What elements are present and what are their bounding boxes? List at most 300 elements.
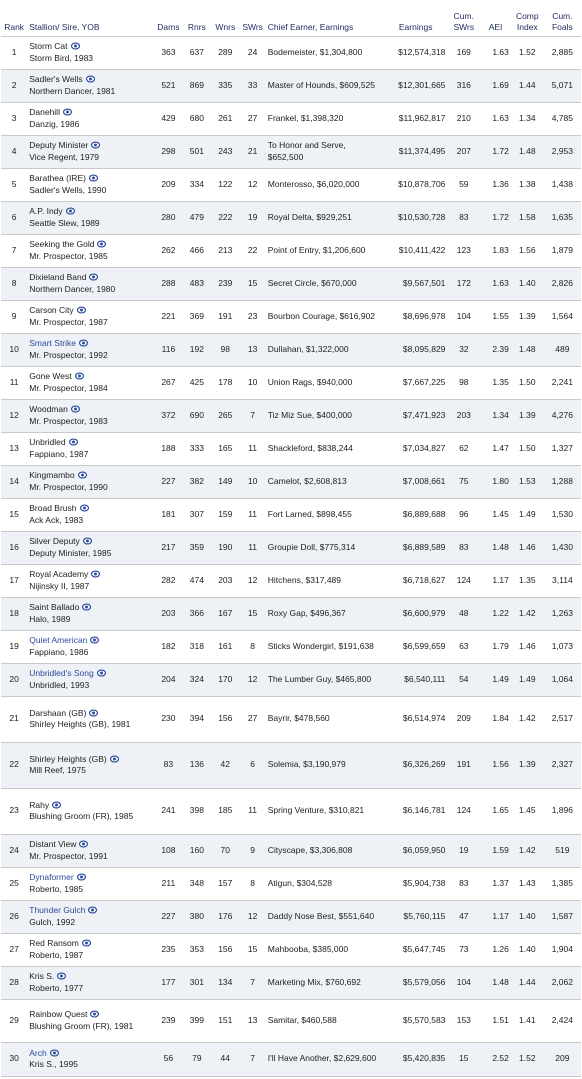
cum-foals-cell: 2,953 — [544, 135, 581, 168]
table-row — [1, 36, 581, 69]
rank-cell: 18 — [1, 597, 27, 630]
wnrs-cell: 203 — [211, 564, 239, 597]
cum-foals-cell: 2,062 — [544, 966, 581, 999]
header-dams: Dams — [157, 21, 180, 32]
rnrs-cell: 307 — [183, 498, 211, 531]
sire-yob: Blushing Groom (FR), 1981 — [29, 1020, 134, 1031]
earnings-cell: $10,411,422 — [384, 234, 447, 267]
stallion-cell — [27, 300, 154, 333]
cum-swrs-cell: 32 — [447, 333, 480, 366]
view-icon[interactable] — [89, 174, 98, 182]
dams-cell: 230 — [154, 696, 182, 742]
stallion-name: Shirley Heights (GB) — [29, 753, 107, 764]
stallion-name: Saint Ballado — [29, 602, 80, 612]
header-comp-line2: Index — [516, 21, 538, 32]
view-icon[interactable] — [91, 141, 100, 149]
sire-yob: Halo, 1989 — [29, 613, 71, 624]
swrs-cell: 12 — [240, 168, 266, 201]
earnings-cell: $5,647,745 — [384, 933, 447, 966]
wnrs-cell: 42 — [211, 742, 239, 788]
view-icon[interactable] — [89, 709, 98, 717]
wnrs-cell: 156 — [211, 933, 239, 966]
stallion-link[interactable]: Thunder Gulch — [29, 905, 86, 915]
dams-cell: 239 — [154, 999, 182, 1042]
stallion-cell — [27, 696, 154, 742]
view-icon[interactable] — [77, 873, 86, 881]
chief-earner-cell: Roxy Gap, $496,367 — [266, 597, 384, 630]
rank-cell: 28 — [1, 966, 27, 999]
wnrs-cell: 122 — [211, 168, 239, 201]
earnings-cell: $5,570,583 — [384, 999, 447, 1042]
comp-index-cell: 1.42 — [511, 597, 544, 630]
view-icon[interactable] — [88, 906, 97, 914]
stallion-cell — [27, 333, 154, 366]
rnrs-cell: 474 — [183, 564, 211, 597]
rank-cell: 29 — [1, 999, 27, 1042]
dams-cell: 267 — [154, 366, 182, 399]
rank-cell: 24 — [1, 834, 27, 867]
sire-rankings-table — [1, 0, 581, 1077]
sire-yob: Blushing Groom (FR), 1985 — [29, 811, 134, 821]
wnrs-cell: 176 — [211, 900, 239, 933]
comp-index-cell: 1.58 — [511, 201, 544, 234]
stallion-name: Broad Brush — [29, 503, 77, 513]
swrs-cell: 24 — [240, 36, 266, 69]
view-icon[interactable] — [110, 755, 119, 763]
aei-cell: 1.34 — [480, 399, 511, 432]
rnrs-cell: 136 — [183, 742, 211, 788]
comp-index-cell: 1.49 — [511, 498, 544, 531]
cum-foals-cell: 1,263 — [544, 597, 581, 630]
aei-cell: 1.79 — [480, 630, 511, 663]
table-row — [1, 366, 581, 399]
view-icon[interactable] — [63, 108, 72, 116]
earnings-cell: $6,718,627 — [384, 564, 447, 597]
earnings-cell: $5,420,835 — [384, 1042, 447, 1076]
table-row — [1, 432, 581, 465]
cum-foals-cell: 1,327 — [544, 432, 581, 465]
header-cum-swrs-line1: Cum. — [453, 10, 474, 21]
swrs-cell: 6 — [240, 742, 266, 788]
swrs-cell: 13 — [240, 333, 266, 366]
aei-cell: 1.47 — [480, 432, 511, 465]
view-icon[interactable] — [71, 42, 80, 50]
earnings-cell: $7,667,225 — [384, 366, 447, 399]
cum-swrs-cell: 210 — [447, 102, 480, 135]
cum-foals-cell: 1,288 — [544, 465, 581, 498]
view-icon[interactable] — [80, 504, 89, 512]
swrs-cell: 7 — [240, 966, 266, 999]
header-rank: Rank — [4, 21, 25, 32]
comp-index-cell: 1.56 — [511, 234, 544, 267]
aei-cell: 1.51 — [480, 999, 511, 1042]
rnrs-cell: 366 — [183, 597, 211, 630]
rank-cell: 27 — [1, 933, 27, 966]
stallion-cell — [27, 69, 154, 102]
stallion-link[interactable]: Smart Strike — [29, 338, 77, 348]
stallion-link[interactable]: Dynaformer — [29, 872, 74, 882]
cum-foals-cell: 1,064 — [544, 663, 581, 696]
comp-index-cell: 1.52 — [511, 36, 544, 69]
header-rnrs: Rnrs — [187, 21, 206, 32]
sire-yob: Ack Ack, 1983 — [29, 514, 84, 525]
view-icon[interactable] — [69, 438, 78, 446]
comp-index-cell: 1.39 — [511, 300, 544, 333]
aei-cell: 1.56 — [480, 742, 511, 788]
swrs-cell: 12 — [240, 900, 266, 933]
cum-foals-cell: 519 — [544, 834, 581, 867]
chief-earner-cell: I'll Have Another, $2,629,600 — [266, 1042, 384, 1076]
cum-swrs-cell: 48 — [447, 597, 480, 630]
header-swrs: SWrs — [242, 21, 263, 32]
aei-cell: 1.17 — [480, 900, 511, 933]
stallion-cell — [27, 267, 154, 300]
table-row — [1, 399, 581, 432]
stallion-cell — [27, 742, 154, 788]
table-row — [1, 135, 581, 168]
swrs-cell: 7 — [240, 399, 266, 432]
rnrs-cell: 382 — [183, 465, 211, 498]
earnings-cell: $6,599,659 — [384, 630, 447, 663]
cum-foals-cell: 2,424 — [544, 999, 581, 1042]
chief-earner-cell: Point of Entry, $1,206,600 — [266, 234, 384, 267]
stallion-name: Barathea (IRE) — [29, 173, 86, 183]
earnings-cell: $10,878,706 — [384, 168, 447, 201]
stallion-name: Kingmambo — [29, 470, 75, 480]
chief-earner-cell: Frankel, $1,398,320 — [266, 102, 384, 135]
chief-earner-cell: Samitar, $460,588 — [266, 999, 384, 1042]
rnrs-cell: 398 — [183, 788, 211, 834]
comp-index-cell: 1.48 — [511, 333, 544, 366]
rnrs-cell: 394 — [183, 696, 211, 742]
dams-cell: 209 — [154, 168, 182, 201]
swrs-cell: 21 — [240, 135, 266, 168]
stallion-cell — [27, 366, 154, 399]
rank-cell: 6 — [1, 201, 27, 234]
earnings-cell: $6,540,111 — [384, 663, 447, 696]
rnrs-cell: 869 — [183, 69, 211, 102]
header-chief-earner: Chief Earner, Earnings — [267, 21, 354, 32]
rank-cell: 13 — [1, 432, 27, 465]
wnrs-cell: 213 — [211, 234, 239, 267]
chief-earner-cell: Mahbooba, $385,000 — [266, 933, 384, 966]
cum-foals-cell: 1,430 — [544, 531, 581, 564]
rnrs-cell: 301 — [183, 966, 211, 999]
rnrs-cell: 637 — [183, 36, 211, 69]
wnrs-cell: 159 — [211, 498, 239, 531]
view-icon[interactable] — [89, 273, 98, 281]
rank-cell: 1 — [1, 36, 27, 69]
dams-cell: 203 — [154, 597, 182, 630]
aei-cell: 1.69 — [480, 69, 511, 102]
dams-cell: 56 — [154, 1042, 182, 1076]
aei-cell: 1.63 — [480, 36, 511, 69]
view-icon[interactable] — [77, 306, 86, 314]
cum-swrs-cell: 153 — [447, 999, 480, 1042]
table-row — [1, 300, 581, 333]
aei-cell: 1.37 — [480, 867, 511, 900]
header-cum-swrs-line2: SWrs — [453, 21, 475, 32]
cum-swrs-cell: 15 — [447, 1042, 480, 1076]
comp-index-cell: 1.49 — [511, 663, 544, 696]
rnrs-cell: 324 — [183, 663, 211, 696]
comp-index-cell: 1.34 — [511, 102, 544, 135]
sire-yob: Fappiano, 1986 — [29, 646, 89, 657]
table-row — [1, 465, 581, 498]
dams-cell: 521 — [154, 69, 182, 102]
stallion-name: Dixieland Band — [29, 272, 87, 282]
cum-swrs-cell: 203 — [447, 399, 480, 432]
stallion-cell — [27, 432, 154, 465]
rank-cell: 2 — [1, 69, 27, 102]
cum-foals-cell: 2,885 — [544, 36, 581, 69]
aei-cell: 1.45 — [480, 498, 511, 531]
earnings-cell: $6,889,589 — [384, 531, 447, 564]
stallion-name: Sadler's Wells — [29, 74, 83, 84]
chief-earner-cell: To Honor and Serve, $652,500 — [266, 135, 384, 168]
rank-cell: 7 — [1, 234, 27, 267]
chief-earner-cell: Atigun, $304,528 — [266, 867, 384, 900]
aei-cell: 1.63 — [480, 102, 511, 135]
swrs-cell: 15 — [240, 597, 266, 630]
stallion-name: Royal Academy — [29, 569, 89, 579]
header-cum-foals — [544, 0, 581, 36]
aei-cell: 1.35 — [480, 366, 511, 399]
cum-swrs-cell: 83 — [447, 201, 480, 234]
cum-swrs-cell: 73 — [447, 933, 480, 966]
view-icon[interactable] — [75, 372, 84, 380]
swrs-cell: 13 — [240, 999, 266, 1042]
table-row — [1, 201, 581, 234]
wnrs-cell: 191 — [211, 300, 239, 333]
view-icon[interactable] — [79, 840, 88, 848]
stallion-cell — [27, 867, 154, 900]
aei-cell: 2.39 — [480, 333, 511, 366]
chief-earner-cell: Bourbon Courage, $616,902 — [266, 300, 384, 333]
cum-foals-cell: 1,879 — [544, 234, 581, 267]
stallion-link[interactable]: Quiet American — [29, 635, 88, 645]
cum-swrs-cell: 191 — [447, 742, 480, 788]
table-row — [1, 267, 581, 300]
swrs-cell: 9 — [240, 834, 266, 867]
cum-foals-cell: 2,327 — [544, 742, 581, 788]
stallion-cell — [27, 900, 154, 933]
swrs-cell: 10 — [240, 366, 266, 399]
wnrs-cell: 239 — [211, 267, 239, 300]
stallion-name: Silver Deputy — [29, 536, 80, 546]
sire-yob: Nijinsky II, 1987 — [29, 580, 90, 591]
comp-index-cell: 1.40 — [511, 933, 544, 966]
view-icon[interactable] — [50, 1049, 59, 1057]
view-icon[interactable] — [90, 1010, 99, 1018]
header-stallion: Stallion/ Sire, YOB — [29, 21, 100, 32]
view-icon[interactable] — [71, 405, 80, 413]
cum-swrs-cell: 54 — [447, 663, 480, 696]
view-icon[interactable] — [52, 801, 61, 809]
sire-yob: Danzig, 1986 — [29, 118, 80, 129]
aei-cell: 1.36 — [480, 168, 511, 201]
cum-foals-cell: 5,071 — [544, 69, 581, 102]
view-icon[interactable] — [82, 603, 91, 611]
rnrs-cell: 380 — [183, 900, 211, 933]
view-icon[interactable] — [97, 240, 106, 248]
table-row — [1, 900, 581, 933]
earnings-cell: $6,600,979 — [384, 597, 447, 630]
sire-yob: Unbridled, 1993 — [29, 679, 90, 690]
earnings-cell: $11,962,817 — [384, 102, 447, 135]
rnrs-cell: 192 — [183, 333, 211, 366]
wnrs-cell: 222 — [211, 201, 239, 234]
cum-swrs-cell: 75 — [447, 465, 480, 498]
sire-yob: Sadler's Wells, 1990 — [29, 184, 107, 195]
table-row — [1, 597, 581, 630]
wnrs-cell: 243 — [211, 135, 239, 168]
chief-earner-cell: Solemia, $3,190,979 — [266, 742, 384, 788]
earnings-cell: $8,095,829 — [384, 333, 447, 366]
dams-cell: 116 — [154, 333, 182, 366]
earnings-cell: $5,760,115 — [384, 900, 447, 933]
table-row — [1, 498, 581, 531]
rank-cell: 22 — [1, 742, 27, 788]
rnrs-cell: 479 — [183, 201, 211, 234]
swrs-cell: 22 — [240, 234, 266, 267]
earnings-cell: $12,301,665 — [384, 69, 447, 102]
comp-index-cell: 1.44 — [511, 966, 544, 999]
view-icon[interactable] — [79, 339, 88, 347]
chief-earner-cell: Camelot, $2,608,813 — [266, 465, 384, 498]
comp-index-cell: 1.48 — [511, 135, 544, 168]
wnrs-cell: 149 — [211, 465, 239, 498]
stallion-cell — [27, 36, 154, 69]
cum-swrs-cell: 207 — [447, 135, 480, 168]
stallion-link[interactable]: Arch — [29, 1047, 47, 1058]
rnrs-cell: 466 — [183, 234, 211, 267]
dams-cell: 177 — [154, 966, 182, 999]
swrs-cell: 11 — [240, 432, 266, 465]
view-icon[interactable] — [83, 537, 92, 545]
rank-cell: 8 — [1, 267, 27, 300]
comp-index-cell: 1.53 — [511, 465, 544, 498]
earnings-cell: $8,696,978 — [384, 300, 447, 333]
cum-swrs-cell: 104 — [447, 300, 480, 333]
aei-cell: 1.17 — [480, 564, 511, 597]
table-row — [1, 234, 581, 267]
aei-cell: 1.48 — [480, 966, 511, 999]
earnings-cell: $12,574,318 — [384, 36, 447, 69]
rnrs-cell: 680 — [183, 102, 211, 135]
cum-swrs-cell: 169 — [447, 36, 480, 69]
stallion-name: Woodman — [29, 404, 68, 414]
wnrs-cell: 185 — [211, 788, 239, 834]
swrs-cell: 11 — [240, 531, 266, 564]
cum-foals-cell: 489 — [544, 333, 581, 366]
table-row — [1, 531, 581, 564]
sire-yob: Mill Reef, 1975 — [29, 765, 86, 775]
sire-yob: Deputy Minister, 1985 — [29, 547, 112, 558]
header-comp-line1: Comp — [515, 10, 539, 21]
rank-cell: 4 — [1, 135, 27, 168]
cum-swrs-cell: 59 — [447, 168, 480, 201]
rank-cell: 11 — [1, 366, 27, 399]
stallion-link[interactable]: Unbridled's Song — [29, 668, 94, 678]
aei-cell: 1.83 — [480, 234, 511, 267]
view-icon[interactable] — [66, 207, 75, 215]
swrs-cell: 12 — [240, 564, 266, 597]
rnrs-cell: 79 — [183, 1042, 211, 1076]
sire-yob: Fappiano, 1987 — [29, 448, 89, 459]
rnrs-cell: 501 — [183, 135, 211, 168]
stallion-cell — [27, 102, 154, 135]
view-icon[interactable] — [97, 669, 106, 677]
cum-foals-cell: 1,896 — [544, 788, 581, 834]
view-icon[interactable] — [90, 636, 99, 644]
comp-index-cell: 1.40 — [511, 267, 544, 300]
dams-cell: 298 — [154, 135, 182, 168]
rank-cell: 21 — [1, 696, 27, 742]
cum-swrs-cell: 123 — [447, 234, 480, 267]
table-row — [1, 696, 581, 742]
swrs-cell: 15 — [240, 267, 266, 300]
swrs-cell: 11 — [240, 788, 266, 834]
header-aei: AEI — [488, 21, 503, 32]
header-earnings: Earnings — [398, 21, 433, 32]
table-row — [1, 788, 581, 834]
swrs-cell: 27 — [240, 696, 266, 742]
cum-swrs-cell: 124 — [447, 564, 480, 597]
stallion-name: Rainbow Quest — [29, 1009, 88, 1019]
header-row — [1, 0, 581, 36]
earnings-cell: $7,471,923 — [384, 399, 447, 432]
view-icon[interactable] — [78, 471, 87, 479]
sire-yob: Vice Regent, 1979 — [29, 151, 100, 162]
dams-cell: 372 — [154, 399, 182, 432]
sire-yob: Mr. Prospector, 1992 — [29, 349, 108, 360]
table-row — [1, 1042, 581, 1076]
dams-cell: 429 — [154, 102, 182, 135]
view-icon[interactable] — [86, 75, 95, 83]
view-icon[interactable] — [82, 939, 91, 947]
sire-yob: Roberto, 1987 — [29, 949, 84, 960]
view-icon[interactable] — [57, 972, 66, 980]
dams-cell: 227 — [154, 900, 182, 933]
aei-cell: 1.80 — [480, 465, 511, 498]
table-row — [1, 966, 581, 999]
earnings-cell: $10,530,728 — [384, 201, 447, 234]
chief-earner-cell: Marketing Mix, $760,692 — [266, 966, 384, 999]
stallion-cell — [27, 531, 154, 564]
sire-yob: Kris S., 1995 — [29, 1059, 78, 1069]
rnrs-cell: 160 — [183, 834, 211, 867]
rnrs-cell: 359 — [183, 531, 211, 564]
chief-earner-cell: Hitchens, $317,489 — [266, 564, 384, 597]
table-row — [1, 630, 581, 663]
aei-cell: 1.72 — [480, 135, 511, 168]
cum-foals-cell: 3,114 — [544, 564, 581, 597]
comp-index-cell: 1.39 — [511, 742, 544, 788]
cum-swrs-cell: 96 — [447, 498, 480, 531]
dams-cell: 363 — [154, 36, 182, 69]
rank-cell: 9 — [1, 300, 27, 333]
view-icon[interactable] — [91, 570, 100, 578]
comp-index-cell: 1.52 — [511, 1042, 544, 1076]
stallion-name: Deputy Minister — [29, 140, 89, 150]
wnrs-cell: 289 — [211, 36, 239, 69]
stallion-cell — [27, 399, 154, 432]
dams-cell: 182 — [154, 630, 182, 663]
comp-index-cell: 1.42 — [511, 696, 544, 742]
cum-swrs-cell: 172 — [447, 267, 480, 300]
cum-foals-cell: 2,826 — [544, 267, 581, 300]
